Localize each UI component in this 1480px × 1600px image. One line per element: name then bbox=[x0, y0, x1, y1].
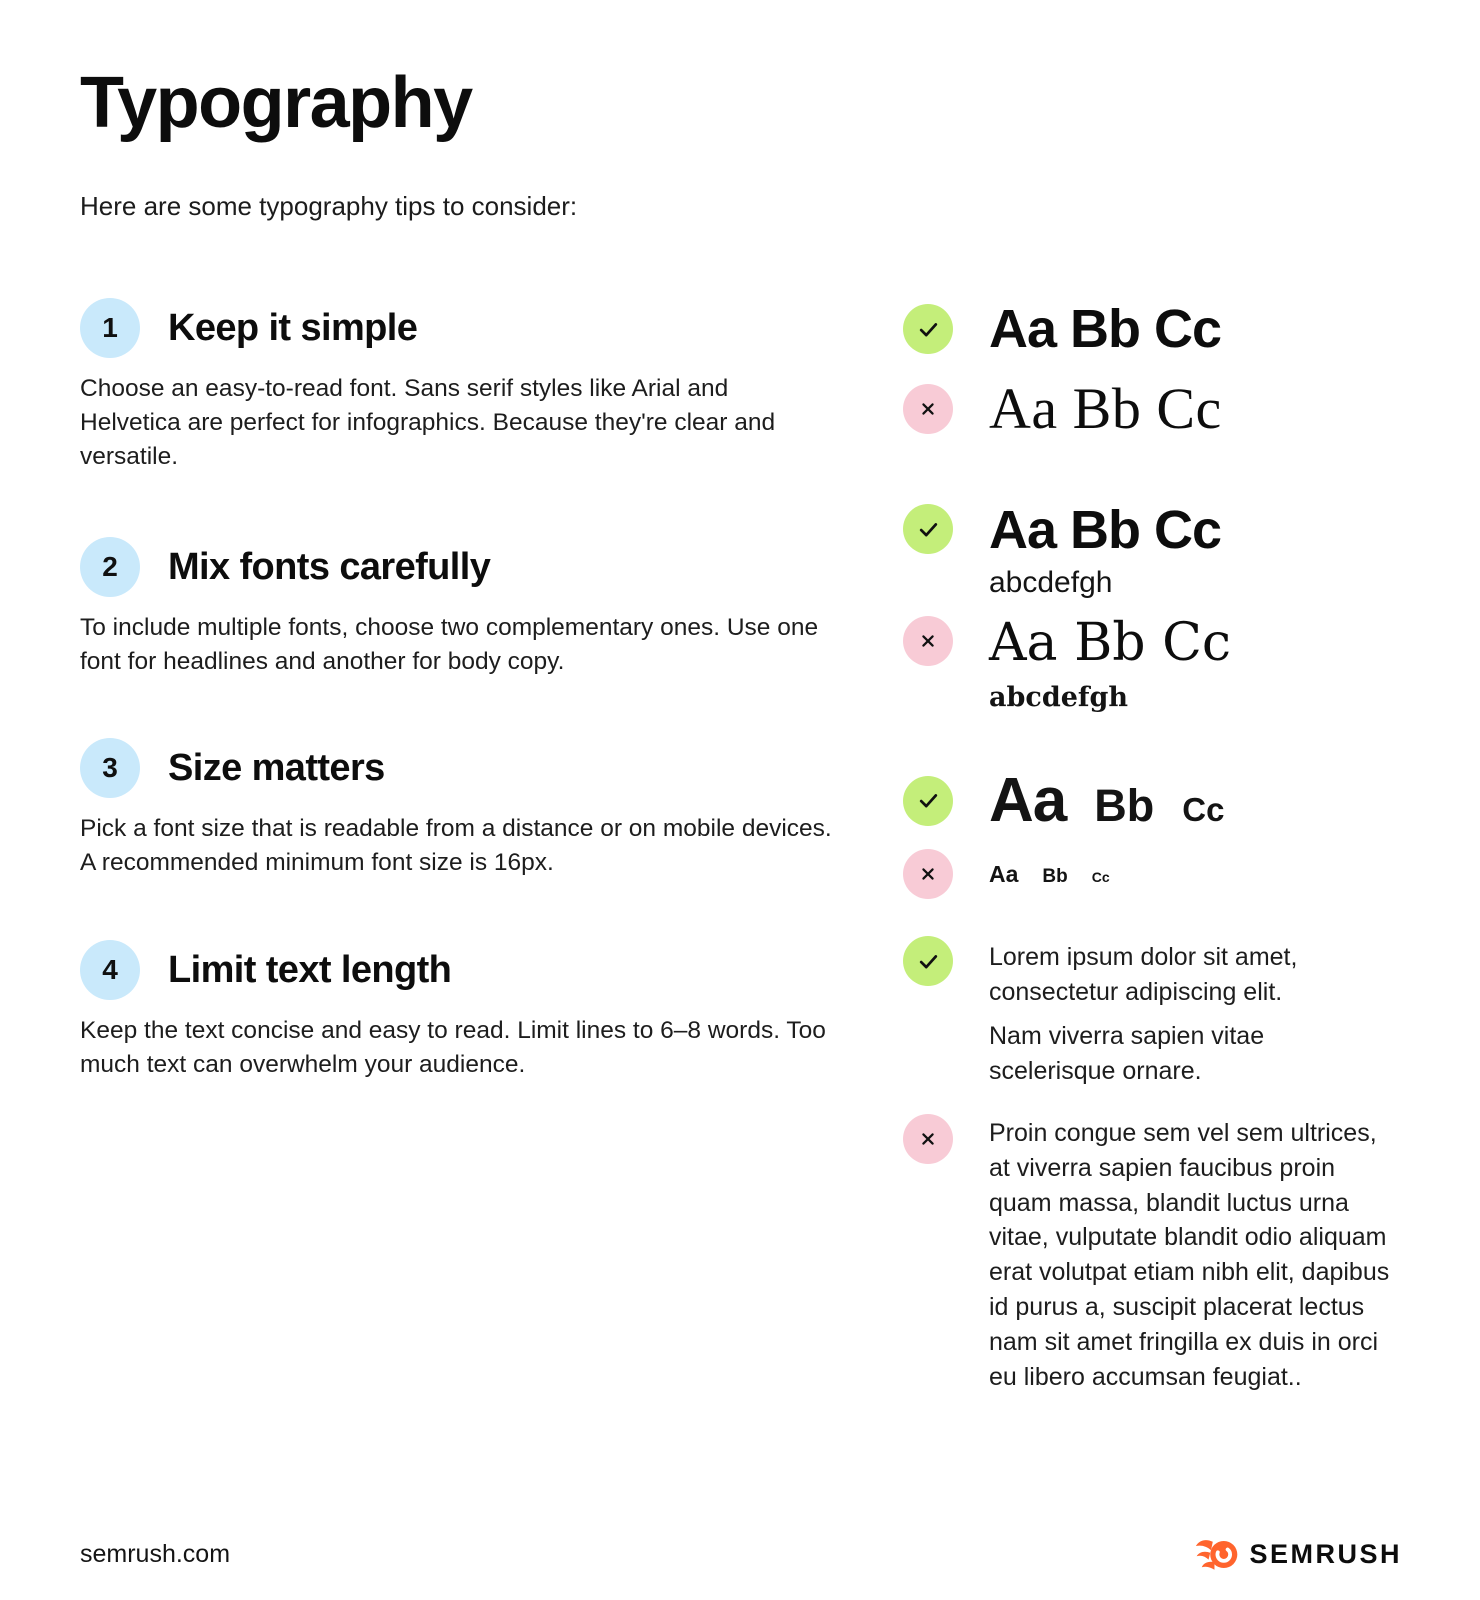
example-font-size-bad bbox=[903, 849, 1110, 899]
example-font-choice-good bbox=[903, 299, 1222, 359]
cross-icon bbox=[917, 398, 939, 420]
example-text-length-good bbox=[903, 936, 1335, 1088]
cross-badge bbox=[903, 1114, 953, 1164]
semrush-logo bbox=[1195, 1538, 1402, 1571]
tip-limit-text-length bbox=[80, 940, 842, 1082]
large-size-sample: Aa bbox=[989, 860, 1019, 887]
paragraph: Nam viverra sapien vitae scelerisque ornare. bbox=[989, 1022, 1265, 1085]
medium-size-sample: Bb bbox=[1042, 865, 1068, 887]
headline-font-sample: Aa Bb Cc bbox=[989, 613, 1232, 673]
cross-badge bbox=[903, 616, 953, 666]
small-size-sample: Cc bbox=[1091, 868, 1110, 885]
page-subtitle: Here are some typography tips to consider: bbox=[80, 191, 578, 221]
font-pair-sample bbox=[989, 500, 1222, 600]
brand-name: SEMRUSH bbox=[1249, 1539, 1402, 1569]
tip-header bbox=[80, 940, 842, 1000]
headline-font-sample: Aa Bb Cc bbox=[989, 500, 1222, 560]
tip-number-badge bbox=[80, 940, 140, 1000]
font-pair-sample bbox=[989, 613, 1232, 713]
check-icon bbox=[915, 316, 942, 343]
tip-body: To include multiple fonts, choose two complementary ones. Use one font for headlines and another for body copy. bbox=[80, 614, 819, 675]
semrush-flame-icon bbox=[1195, 1538, 1239, 1571]
tip-number: 1 bbox=[102, 312, 118, 343]
tip-heading: Mix fonts carefully bbox=[168, 545, 491, 588]
tip-header bbox=[80, 298, 842, 358]
body-font-sample: abcdefgh bbox=[989, 566, 1113, 599]
tip-heading: Size matters bbox=[168, 746, 385, 789]
example-font-choice-bad bbox=[903, 376, 1222, 441]
tip-size-matters bbox=[80, 738, 842, 880]
cross-badge bbox=[903, 384, 953, 434]
tip-number-badge bbox=[80, 537, 140, 597]
tip-keep-it-simple bbox=[80, 298, 842, 474]
cross-icon bbox=[917, 630, 939, 652]
tip-body: Choose an easy-to-read font. Sans serif styles like Arial and Helvetica are perfect for infographics. Because they're clear and versatile. bbox=[80, 375, 776, 470]
tip-number: 3 bbox=[102, 752, 118, 783]
check-badge bbox=[903, 304, 953, 354]
page-title: Typography bbox=[80, 63, 472, 143]
tip-header bbox=[80, 738, 842, 798]
body-font-sample: abcdefgh bbox=[989, 682, 1128, 713]
sans-serif-sample: Aa Bb Cc bbox=[989, 299, 1222, 359]
example-font-mixing-bad bbox=[903, 613, 1232, 713]
serif-sample: Aa Bb Cc bbox=[989, 376, 1222, 441]
large-size-sample: Aa bbox=[989, 766, 1067, 835]
tip-mix-fonts-carefully bbox=[80, 537, 842, 679]
tip-heading: Keep it simple bbox=[168, 306, 418, 349]
font-size-sample bbox=[989, 765, 1224, 836]
paragraph: Lorem ipsum dolor sit amet, consectetur adipiscing elit. bbox=[989, 943, 1298, 1006]
tip-number-badge bbox=[80, 298, 140, 358]
cross-badge bbox=[903, 849, 953, 899]
check-badge bbox=[903, 936, 953, 986]
check-icon bbox=[915, 787, 942, 814]
cross-icon bbox=[917, 863, 939, 885]
paragraph: Proin congue sem vel sem ultrices, at viverra sapien faucibus proin quam massa, blandit luctus urna vitae, vulputate blandit odio aliquam erat volutpat etiam nibh elit, dapibus id purus a, suscipit placerat lectus nam sit amet fringilla ex duis in orci eu libero accumsan feugiat.. bbox=[989, 1119, 1390, 1391]
font-size-sample bbox=[989, 861, 1110, 888]
tip-heading: Limit text length bbox=[168, 948, 452, 991]
tip-number-badge bbox=[80, 738, 140, 798]
example-font-mixing-good bbox=[903, 500, 1222, 600]
check-icon bbox=[915, 948, 942, 975]
tip-number: 2 bbox=[102, 551, 118, 582]
check-icon bbox=[915, 516, 942, 543]
check-badge bbox=[903, 776, 953, 826]
footer-website: semrush.com bbox=[80, 1540, 231, 1568]
example-font-size-good bbox=[903, 765, 1224, 836]
cross-icon bbox=[917, 1128, 939, 1150]
short-text-sample bbox=[989, 940, 1335, 1088]
tip-number: 4 bbox=[102, 954, 118, 985]
long-text-sample bbox=[989, 1116, 1403, 1394]
tip-body: Keep the text concise and easy to read. Limit lines to 6–8 words. Too much text can overwhelm your audience. bbox=[80, 1017, 826, 1078]
check-badge bbox=[903, 504, 953, 554]
tip-header bbox=[80, 537, 842, 597]
tip-body: Pick a font size that is readable from a distance or on mobile devices. A recommended minimum font size is 16px. bbox=[80, 815, 832, 876]
example-text-length-bad bbox=[903, 1114, 1403, 1394]
medium-size-sample: Bb bbox=[1094, 780, 1155, 831]
small-size-sample: Cc bbox=[1182, 791, 1225, 828]
